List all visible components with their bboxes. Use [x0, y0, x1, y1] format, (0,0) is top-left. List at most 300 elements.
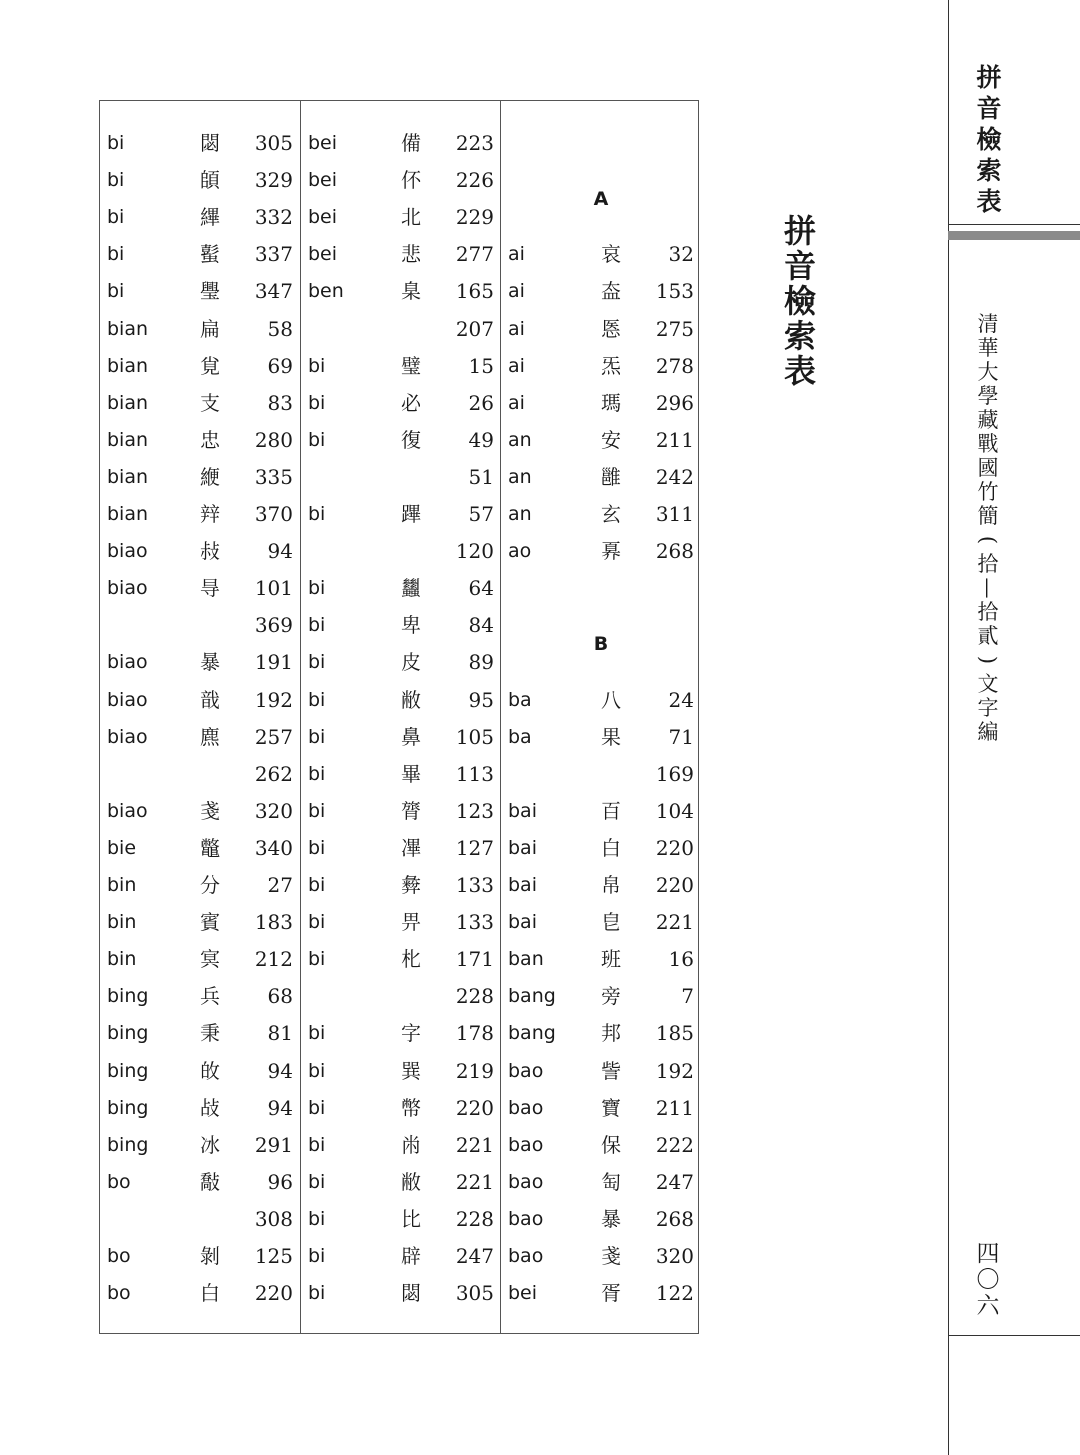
- entry-page-ref: 105: [455, 724, 494, 749]
- index-entry: [501, 422, 701, 459]
- entry-page-ref: 153: [655, 279, 694, 304]
- entry-page-ref: 192: [254, 687, 293, 712]
- entry-pinyin: bi: [308, 391, 326, 414]
- running-header-book-title: 清 華 大 學 藏 戰 國 竹 簡 ( 拾 — 拾 貳 ) 文 字 編: [976, 312, 1000, 744]
- entry-character: 剝: [200, 1244, 220, 1268]
- index-entry: [100, 793, 300, 830]
- entry-character: 備: [401, 131, 421, 155]
- index-entry: [501, 1015, 701, 1052]
- entry-character: 訾: [601, 1058, 621, 1083]
- index-entry: [501, 904, 701, 941]
- entry-page-ref: 226: [455, 168, 494, 193]
- entry-character: 北: [401, 205, 421, 230]
- entry-page-ref: 340: [254, 835, 293, 860]
- entry-pinyin: ban: [508, 948, 544, 971]
- entry-page-ref: 262: [254, 761, 293, 786]
- index-entry: [501, 1127, 701, 1164]
- entry-pinyin: ao: [508, 540, 532, 563]
- entry-character: 暴: [200, 650, 220, 675]
- entry-pinyin: bi: [107, 169, 125, 192]
- letter-heading: B: [593, 632, 609, 655]
- entry-character: 閟: [200, 131, 220, 155]
- index-entry: [501, 273, 701, 310]
- entry-character: 瑪: [601, 390, 621, 415]
- index-entry: [301, 719, 501, 756]
- index-entry: [100, 1238, 300, 1275]
- index-entry: [100, 756, 300, 793]
- entry-page-ref: 221: [455, 1132, 494, 1157]
- entry-page-ref: 211: [655, 1095, 694, 1120]
- entry-pinyin: bang: [508, 1022, 556, 1045]
- entry-character: 敽: [200, 1169, 220, 1194]
- entry-pinyin: bai: [508, 911, 537, 934]
- entry-pinyin: bi: [308, 651, 326, 674]
- entry-page-ref: 221: [455, 1169, 494, 1194]
- index-entry: [301, 1238, 501, 1275]
- entry-pinyin: biao: [107, 799, 148, 822]
- entry-pinyin: bang: [508, 985, 556, 1008]
- entry-pinyin: bi: [308, 503, 326, 525]
- entry-page-ref: 49: [468, 427, 494, 452]
- entry-pinyin: ai: [508, 280, 525, 303]
- index-entry: [100, 422, 300, 459]
- entry-pinyin: bi: [308, 1022, 326, 1045]
- entry-character: 炁: [601, 353, 621, 378]
- entry-pinyin: biao: [107, 688, 148, 711]
- entry-character: 敝: [401, 687, 421, 712]
- entry-page-ref: 320: [254, 798, 293, 823]
- running-header-section: 拼 音 檢 索 表: [976, 63, 1002, 216]
- entry-page-ref: 332: [254, 205, 293, 230]
- entry-pinyin: bai: [508, 836, 537, 859]
- index-entry: [100, 830, 300, 867]
- index-entry: [100, 1090, 300, 1127]
- entry-page-ref: 191: [254, 650, 293, 675]
- entry-page-ref: 207: [455, 316, 494, 341]
- entry-character: 匋: [601, 1169, 621, 1194]
- entry-page-ref: 7: [681, 984, 694, 1009]
- entry-character: 璧: [401, 353, 421, 378]
- entry-page-ref: 305: [455, 1281, 494, 1306]
- entry-pinyin: bi: [107, 280, 125, 303]
- index-entry: [501, 311, 701, 348]
- entry-character: 悲: [401, 242, 421, 267]
- entry-page-ref: 123: [455, 798, 494, 823]
- entry-character: 辡: [200, 502, 220, 526]
- entry-character: 秉: [200, 1021, 220, 1046]
- entry-page-ref: 64: [468, 576, 494, 601]
- index-entry: [501, 533, 701, 570]
- entry-pinyin: bao: [508, 1170, 544, 1193]
- entry-page-ref: 133: [455, 873, 494, 897]
- entry-pinyin: bai: [508, 874, 537, 896]
- entry-pinyin: an: [508, 428, 532, 451]
- entry-page-ref: 133: [455, 910, 494, 935]
- entry-page-ref: 95: [468, 687, 494, 712]
- index-entry: [100, 1015, 300, 1052]
- entry-character: 必: [401, 390, 421, 415]
- index-entry: [301, 125, 501, 162]
- entry-character: 璺: [200, 279, 220, 304]
- entry-pinyin: bi: [107, 243, 125, 266]
- index-entry: [301, 459, 501, 496]
- entry-pinyin: bi: [107, 206, 125, 229]
- header-divider-thick: [948, 231, 1080, 240]
- entry-pinyin: ai: [508, 243, 525, 266]
- entry-pinyin: bi: [308, 577, 326, 600]
- index-entry: [501, 1201, 701, 1238]
- index-entry: [100, 348, 300, 385]
- index-entry: [301, 793, 501, 830]
- entry-character: 八: [601, 687, 621, 712]
- index-entry: [301, 941, 501, 978]
- entry-pinyin: an: [508, 465, 532, 488]
- entry-pinyin: bian: [107, 317, 149, 340]
- entry-page-ref: 268: [655, 1206, 694, 1231]
- index-entry: [301, 830, 501, 867]
- entry-page-ref: 169: [655, 761, 694, 786]
- entry-character: 戔: [601, 1244, 621, 1268]
- index-entry: [100, 1127, 300, 1164]
- entry-character: 胥: [601, 1281, 621, 1306]
- index-entry: [501, 1275, 701, 1312]
- entry-character: 皀: [601, 910, 621, 935]
- index-column-1: [100, 101, 300, 1333]
- entry-page-ref: 84: [468, 613, 494, 638]
- entry-character: 玄: [601, 502, 621, 526]
- entry-page-ref: 15: [468, 353, 494, 378]
- entry-page-ref: 165: [455, 279, 494, 304]
- page-number: 四 〇 六: [976, 1241, 1000, 1319]
- index-entry: [100, 682, 300, 719]
- index-entry: [301, 1275, 501, 1312]
- entry-character: 百: [601, 798, 621, 823]
- entry-pinyin: bi: [107, 132, 125, 154]
- entry-character: 兵: [200, 984, 220, 1009]
- entry-page-ref: 275: [655, 316, 694, 341]
- letter-heading: A: [593, 187, 609, 210]
- entry-character: 㓖: [401, 835, 421, 860]
- entry-page-ref: 268: [655, 539, 694, 564]
- entry-pinyin: bo: [107, 1245, 131, 1267]
- index-entry: [301, 273, 501, 310]
- entry-pinyin: bing: [107, 1059, 149, 1082]
- entry-page-ref: 96: [267, 1169, 293, 1194]
- entry-page-ref: 247: [455, 1244, 494, 1268]
- entry-page-ref: 212: [254, 947, 293, 972]
- entry-page-ref: 242: [655, 464, 694, 489]
- entry-character: 伓: [401, 168, 421, 193]
- entry-pinyin: bao: [508, 1096, 544, 1119]
- index-entry: [100, 273, 300, 310]
- index-entry: [501, 1053, 701, 1090]
- index-entry: [301, 385, 501, 422]
- index-entry: [100, 941, 300, 978]
- entry-pinyin: bie: [107, 836, 137, 859]
- entry-page-ref: 57: [468, 502, 494, 526]
- entry-page-ref: 94: [267, 1058, 293, 1083]
- entry-pinyin: bian: [107, 428, 149, 451]
- entry-page-ref: 280: [254, 427, 293, 452]
- entry-character: 麃: [200, 724, 220, 749]
- entry-character: 戠: [200, 687, 220, 712]
- index-entry: [301, 978, 501, 1015]
- entry-character: 臬: [401, 279, 421, 304]
- entry-character: 帛: [601, 873, 621, 897]
- entry-page-ref: 337: [254, 242, 293, 267]
- entry-character: 賓: [200, 910, 220, 935]
- index-entry: [100, 199, 300, 236]
- entry-character: 鼈: [200, 835, 220, 860]
- entry-pinyin: bei: [308, 169, 338, 192]
- entry-pinyin: bi: [308, 1170, 326, 1193]
- index-column-2: [300, 101, 501, 1333]
- entry-pinyin: ai: [508, 317, 525, 340]
- index-entry: [100, 978, 300, 1015]
- entry-page-ref: 211: [655, 427, 694, 452]
- entry-pinyin: ba: [508, 725, 532, 748]
- entry-page-ref: 113: [455, 761, 494, 786]
- header-divider-thin: [948, 224, 1080, 225]
- entry-page-ref: 94: [267, 539, 293, 564]
- index-entry: [100, 125, 300, 162]
- entry-page-ref: 16: [668, 947, 694, 972]
- entry-character: 蹕: [401, 502, 421, 526]
- entry-character: 辟: [401, 1244, 421, 1268]
- entry-pinyin: bi: [308, 1282, 326, 1305]
- entry-character: 寶: [601, 1095, 621, 1120]
- entry-pinyin: bi: [308, 1245, 326, 1267]
- index-entry: [100, 311, 300, 348]
- entry-page-ref: 219: [455, 1058, 494, 1083]
- entry-pinyin: biao: [107, 651, 148, 674]
- entry-character: 巽: [401, 1058, 421, 1083]
- entry-character: 雝: [601, 464, 621, 489]
- index-entry: [100, 459, 300, 496]
- entry-character: 敀: [200, 1058, 220, 1083]
- entry-page-ref: 320: [655, 1244, 694, 1268]
- entry-pinyin: bo: [107, 1170, 131, 1193]
- index-column-3: [500, 101, 701, 1333]
- entry-pinyin: bian: [107, 391, 149, 414]
- index-entry: [100, 1053, 300, 1090]
- entry-pinyin: bing: [107, 1022, 149, 1045]
- entry-page-ref: 369: [254, 613, 293, 638]
- entry-page-ref: 223: [455, 131, 494, 155]
- entry-page-ref: 308: [254, 1206, 293, 1231]
- entry-pinyin: bi: [308, 836, 326, 859]
- entry-character: 敝: [401, 1169, 421, 1194]
- entry-page-ref: 221: [655, 910, 694, 935]
- entry-character: 分: [200, 873, 220, 897]
- entry-character: 旁: [601, 984, 621, 1009]
- index-entry: [501, 867, 701, 904]
- entry-pinyin: ai: [508, 354, 525, 377]
- index-entry: [301, 644, 501, 681]
- entry-pinyin: bei: [508, 1282, 538, 1305]
- entry-pinyin: bing: [107, 1133, 149, 1156]
- index-entry: [301, 1127, 501, 1164]
- entry-character: 字: [401, 1021, 421, 1046]
- index-table: [99, 100, 699, 1334]
- entry-character: 果: [601, 724, 621, 749]
- entry-pinyin: biao: [107, 577, 148, 600]
- entry-character: 畢: [401, 761, 421, 786]
- entry-pinyin: bin: [107, 874, 137, 896]
- index-entry: [501, 830, 701, 867]
- index-entry: [501, 1090, 701, 1127]
- entry-page-ref: 178: [455, 1021, 494, 1046]
- entry-character: 安: [601, 427, 621, 452]
- index-entry: [301, 236, 501, 273]
- entry-pinyin: biao: [107, 725, 148, 748]
- entry-character: 比: [401, 1206, 421, 1231]
- entry-character: 白: [601, 835, 621, 860]
- index-entry: [100, 496, 300, 533]
- entry-character: 戔: [200, 798, 220, 823]
- entry-pinyin: bao: [508, 1207, 544, 1230]
- entry-page-ref: 257: [254, 724, 293, 749]
- entry-pinyin: bi: [308, 1133, 326, 1156]
- entry-pinyin: bi: [308, 911, 326, 934]
- entry-character: 緶: [200, 464, 220, 489]
- entry-page-ref: 296: [655, 390, 694, 415]
- entry-pinyin: bei: [308, 243, 338, 266]
- entry-pinyin: bi: [308, 1096, 326, 1119]
- entry-page-ref: 277: [455, 242, 494, 267]
- index-entry: [501, 1164, 701, 1201]
- entry-page-ref: 26: [468, 390, 494, 415]
- entry-pinyin: bi: [308, 688, 326, 711]
- entry-page-ref: 185: [655, 1021, 694, 1046]
- entry-pinyin: bao: [508, 1245, 544, 1267]
- entry-pinyin: ba: [508, 688, 532, 711]
- entry-pinyin: bi: [308, 1207, 326, 1230]
- entry-page-ref: 83: [267, 390, 293, 415]
- entry-pinyin: bi: [308, 614, 326, 637]
- entry-character: 皮: [401, 650, 421, 675]
- entry-page-ref: 68: [267, 984, 293, 1009]
- entry-page-ref: 171: [455, 947, 494, 972]
- index-entry: [301, 1201, 501, 1238]
- entry-pinyin: bi: [308, 948, 326, 971]
- entry-page-ref: 370: [254, 502, 293, 526]
- entry-page-ref: 125: [254, 1244, 293, 1268]
- entry-page-ref: 101: [254, 576, 293, 601]
- entry-page-ref: 228: [455, 984, 494, 1009]
- index-entry: [301, 756, 501, 793]
- entry-page-ref: 24: [668, 687, 694, 712]
- entry-pinyin: bi: [308, 762, 326, 785]
- entry-character: 彜: [401, 873, 421, 897]
- entry-pinyin: bing: [107, 1096, 149, 1119]
- index-entry: [100, 236, 300, 273]
- entry-character: 㝠: [200, 947, 220, 972]
- entry-character: 覍: [200, 353, 220, 378]
- index-entry: [501, 682, 701, 719]
- index-entry: [301, 607, 501, 644]
- entry-pinyin: biao: [107, 540, 148, 563]
- entry-page-ref: 347: [254, 279, 293, 304]
- index-entry: [301, 682, 501, 719]
- entry-character: 支: [200, 390, 220, 415]
- entry-character: 班: [601, 947, 621, 972]
- entry-character: 頧: [200, 168, 220, 193]
- index-entry: [501, 459, 701, 496]
- entry-pinyin: bi: [308, 1059, 326, 1082]
- index-entry: [301, 533, 501, 570]
- section-title: 拼 音 檢 索 表: [783, 212, 816, 390]
- entry-page-ref: 32: [668, 242, 694, 267]
- entry-page-ref: 183: [254, 910, 293, 935]
- entry-character: 暴: [601, 1206, 621, 1231]
- entry-character: 㝵: [200, 576, 220, 601]
- entry-page-ref: 222: [655, 1132, 694, 1157]
- entry-character: 冰: [200, 1132, 220, 1157]
- index-entry: [301, 422, 501, 459]
- entry-pinyin: bing: [107, 985, 149, 1008]
- entry-page-ref: 220: [455, 1095, 494, 1120]
- entry-pinyin: bi: [308, 799, 326, 822]
- entry-character: 幣: [401, 1095, 421, 1120]
- index-entry: [301, 348, 501, 385]
- entry-character: 鼻: [401, 724, 421, 749]
- footer-divider: [948, 1335, 1080, 1336]
- entry-character: 白: [200, 1281, 220, 1306]
- index-entry: [100, 719, 300, 756]
- entry-page-ref: 127: [455, 835, 494, 860]
- entry-character: 畀: [401, 910, 421, 935]
- entry-character: 縪: [200, 205, 220, 230]
- entry-pinyin: bei: [308, 206, 338, 229]
- margin-rule: [948, 0, 949, 1455]
- index-entry: [100, 385, 300, 422]
- index-entry: [501, 756, 701, 793]
- entry-page-ref: 229: [455, 205, 494, 230]
- entry-page-ref: 71: [668, 724, 694, 749]
- entry-character: 敊: [200, 539, 220, 564]
- entry-pinyin: bian: [107, 503, 149, 525]
- entry-character: 閟: [401, 1281, 421, 1306]
- entry-page-ref: 58: [267, 316, 293, 341]
- index-entry: [501, 496, 701, 533]
- index-entry: [501, 978, 701, 1015]
- entry-pinyin: bo: [107, 1282, 131, 1305]
- entry-page-ref: 51: [468, 464, 494, 489]
- entry-pinyin: ai: [508, 391, 525, 414]
- entry-pinyin: ben: [308, 280, 344, 303]
- index-entry: [100, 867, 300, 904]
- entry-page-ref: 94: [267, 1095, 293, 1120]
- index-entry: [100, 904, 300, 941]
- entry-page-ref: 228: [455, 1206, 494, 1231]
- entry-character: 盇: [601, 279, 621, 304]
- entry-character: 忠: [200, 427, 220, 452]
- entry-page-ref: 81: [267, 1021, 293, 1046]
- entry-character: 朼: [401, 947, 421, 972]
- entry-pinyin: bi: [308, 428, 326, 451]
- entry-character: 悘: [601, 316, 621, 341]
- entry-page-ref: 192: [655, 1058, 694, 1083]
- entry-page-ref: 335: [254, 464, 293, 489]
- entry-character: 蠿: [401, 576, 421, 601]
- entry-page-ref: 329: [254, 168, 293, 193]
- index-entry: [501, 236, 701, 273]
- index-entry: [501, 385, 701, 422]
- entry-pinyin: bian: [107, 354, 149, 377]
- entry-character: 奡: [601, 539, 621, 564]
- index-entry: [301, 162, 501, 199]
